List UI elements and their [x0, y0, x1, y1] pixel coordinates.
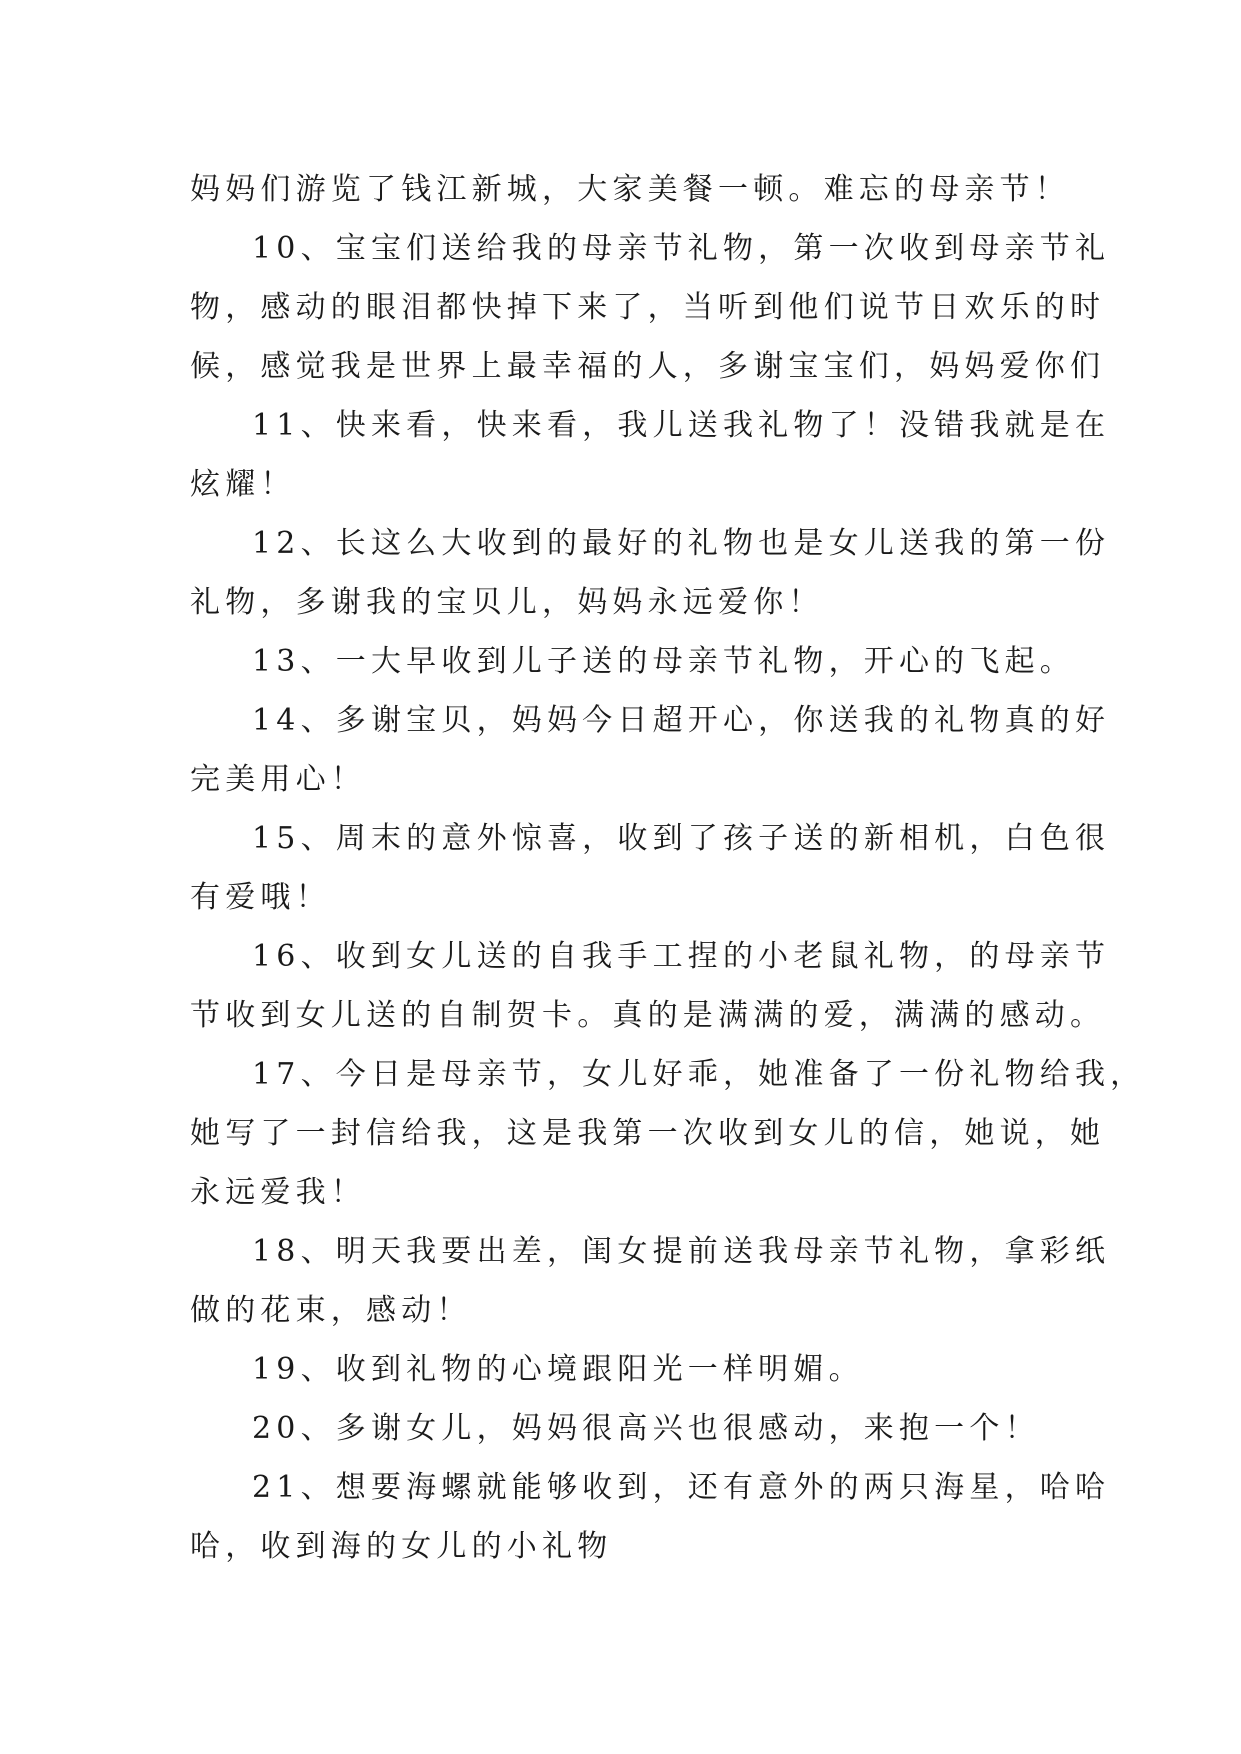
text-line: 15、周末的意外惊喜，收到了孩子送的新相机，白色很 — [252, 821, 1111, 856]
text-line: 19、收到礼物的心境跟阳光一样明媚。 — [252, 1352, 864, 1387]
text-line: 她写了一封信给我，这是我第一次收到女儿的信，她说，她 — [190, 1116, 1106, 1151]
text-line: 10、宝宝们送给我的母亲节礼物，第一次收到母亲节礼 — [252, 231, 1111, 266]
text-line: 17、今日是母亲节，女儿好乖，她准备了一份礼物给我， — [252, 1057, 1146, 1092]
text-line: 有爱哦！ — [190, 880, 331, 915]
text-line: 16、收到女儿送的自我手工捏的小老鼠礼物，的母亲节 — [252, 939, 1111, 974]
text-line: 礼物，多谢我的宝贝儿，妈妈永远爱你！ — [190, 585, 824, 620]
text-line: 完美用心！ — [190, 762, 366, 797]
text-line: 14、多谢宝贝，妈妈今日超开心，你送我的礼物真的好 — [252, 703, 1111, 738]
text-line: 13、一大早收到儿子送的母亲节礼物，开心的飞起。 — [252, 644, 1075, 679]
text-line: 18、明天我要出差，闺女提前送我母亲节礼物，拿彩纸 — [252, 1234, 1111, 1269]
document-body — [190, 160, 1146, 1576]
text-line: 21、想要海螺就能够收到，还有意外的两只海星，哈哈 — [252, 1470, 1111, 1505]
text-line: 20、多谢女儿，妈妈很高兴也很感动，来抱一个！ — [252, 1411, 1040, 1446]
text-line: 哈，收到海的女儿的小礼物 — [190, 1529, 613, 1564]
text-line: 11、快来看，快来看，我儿送我礼物了！没错我就是在 — [252, 408, 1111, 443]
text-line: 妈妈们游览了钱江新城，大家美餐一顿。难忘的母亲节！ — [190, 172, 1070, 207]
text-line: 炫耀！ — [190, 467, 296, 502]
text-line: 12、长这么大收到的最好的礼物也是女儿送我的第一份 — [252, 526, 1111, 561]
text-line: 候，感觉我是世界上最幸福的人，多谢宝宝们，妈妈爱你们 — [190, 349, 1106, 384]
text-line: 做的花束，感动！ — [190, 1293, 472, 1328]
text-line: 永远爱我！ — [190, 1175, 366, 1210]
text-line: 物，感动的眼泪都快掉下来了，当听到他们说节日欢乐的时 — [190, 290, 1106, 325]
text-line: 节收到女儿送的自制贺卡。真的是满满的爱，满满的感动。 — [190, 998, 1106, 1033]
